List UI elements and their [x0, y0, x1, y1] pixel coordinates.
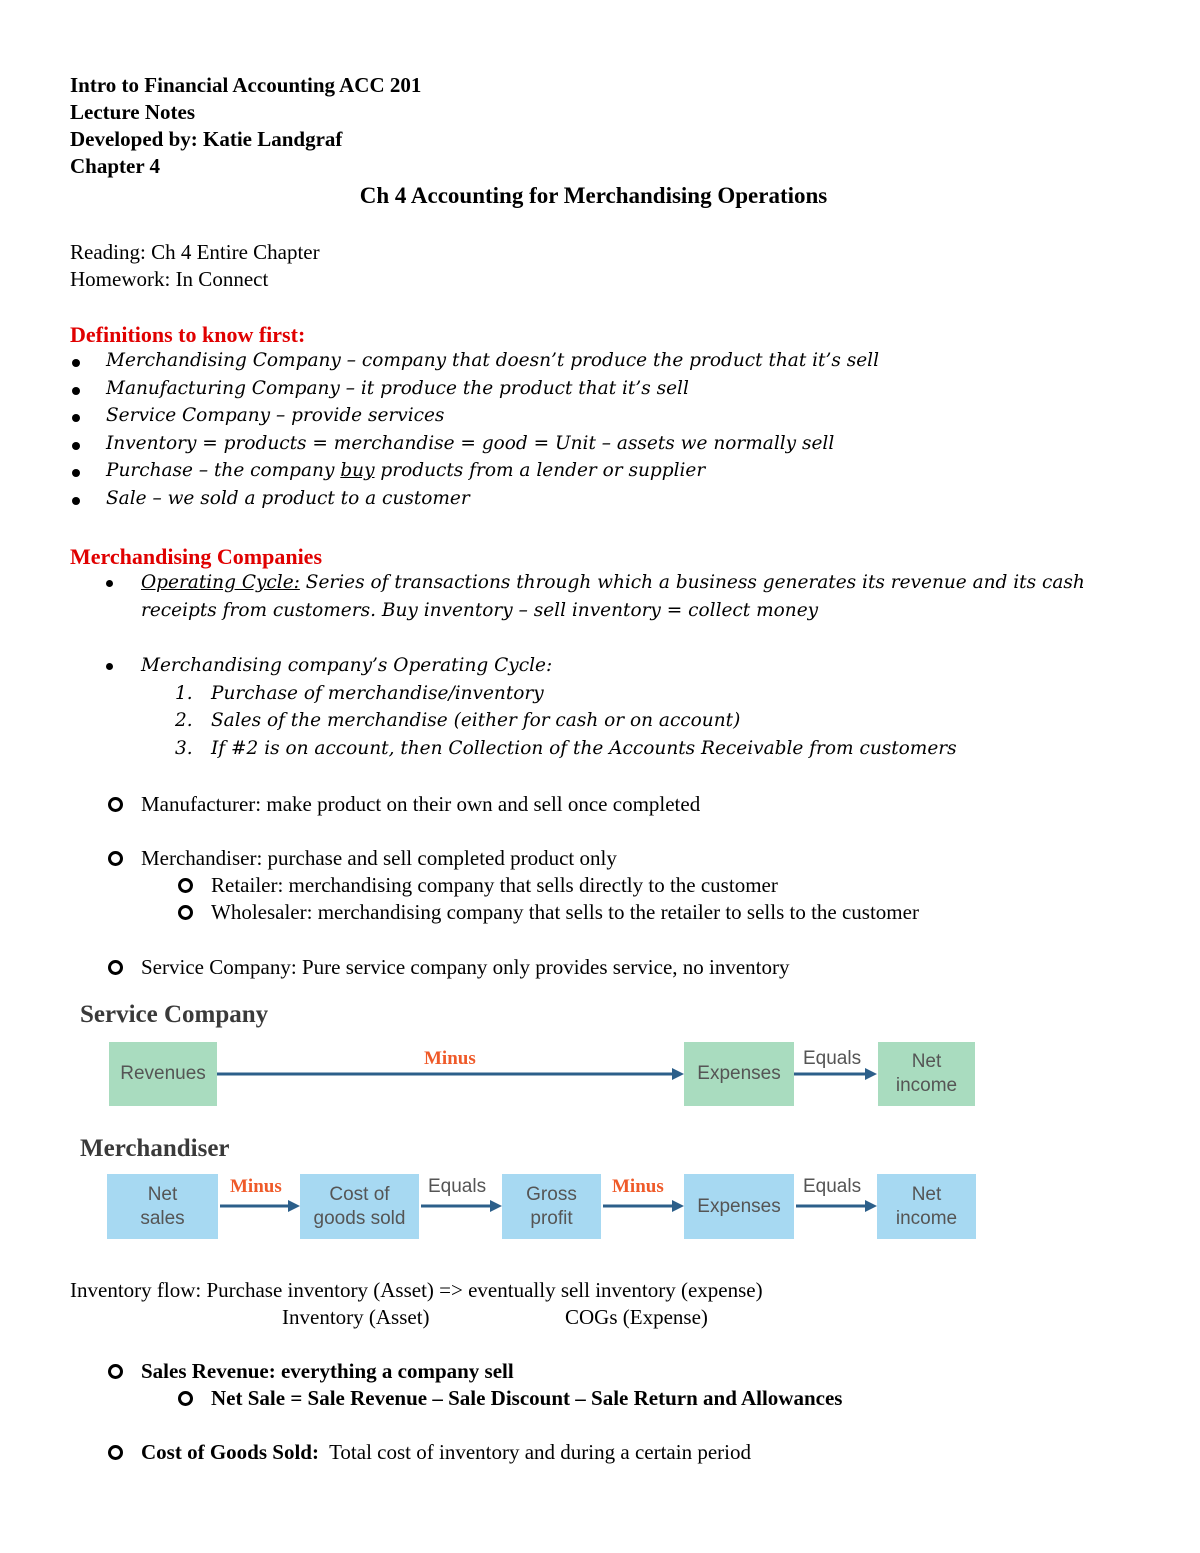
- circle-bullet-icon: [108, 797, 123, 812]
- bullet-icon: [72, 442, 80, 450]
- definition-item: [106, 460, 705, 481]
- retailer-line: Retailer: merchandising company that sells directly to the customer: [211, 873, 778, 897]
- course-title: Intro to Financial Accounting ACC 201: [70, 73, 422, 97]
- arrow-head-icon: [672, 1200, 684, 1212]
- net-sales-box: [107, 1174, 218, 1239]
- bullet-icon: [106, 663, 113, 670]
- definition-item: Merchandising Company – company that doesn’t produce the product that it’s sell: [106, 350, 880, 371]
- page-title: Ch 4 Accounting for Merchandising Operations: [359, 183, 828, 208]
- gross-profit-label-1: Gross: [526, 1183, 577, 1205]
- arrow-head-icon: [288, 1200, 300, 1212]
- definition-item: Sale – we sold a product to a customer: [106, 488, 470, 509]
- revenues-box: [109, 1042, 217, 1106]
- bullet-icon: [106, 580, 113, 587]
- gross-profit-label-2: profit: [530, 1207, 573, 1229]
- operating-cycle-text: Series of transactions through which a business generates its revenue and its cash: [299, 572, 1085, 593]
- equals-label: Equals: [428, 1176, 487, 1197]
- definition-item: Service Company – provide services: [106, 405, 445, 426]
- net-income-label-2: income: [895, 1075, 958, 1096]
- net-income-label-2: income: [895, 1207, 958, 1229]
- service-flow-title: Service Company: [80, 1001, 269, 1028]
- inventory-flow-line: Inventory flow: Purchase inventory (Asset) => eventually sell inventory (expense): [70, 1278, 763, 1302]
- merchandiser-line: Merchandiser: purchase and sell completed product only: [141, 846, 617, 870]
- inventory-asset-label: Inventory (Asset): [282, 1305, 430, 1329]
- arrow-head-icon: [865, 1068, 877, 1080]
- service-flow-arrows: [217, 1064, 885, 1084]
- step-number: 3.: [175, 738, 193, 759]
- revenues-label: Revenues: [120, 1063, 206, 1084]
- wholesaler-line: Wholesaler: merchandising company that sells to the retailer to sells to the customer: [211, 900, 919, 924]
- definition-buy-underlined: buy: [340, 460, 375, 481]
- minus-label: Minus: [424, 1048, 476, 1069]
- expenses-label: Expenses: [697, 1195, 781, 1217]
- definitions-heading: Definitions to know first:: [70, 322, 306, 347]
- step-number: 2.: [175, 710, 193, 731]
- cogs-label-2: goods sold: [313, 1207, 406, 1229]
- bullet-icon: [72, 414, 80, 422]
- net-sales-label-2: sales: [140, 1207, 185, 1229]
- bullet-icon: [72, 359, 80, 367]
- minus-label: Minus: [612, 1176, 664, 1197]
- net-income-label-1: Net: [911, 1051, 942, 1072]
- net-income-label-1: Net: [911, 1183, 942, 1205]
- step-text: Sales of the merchandise (either for cash or on account): [211, 710, 741, 731]
- arrow-head-icon: [865, 1200, 877, 1212]
- arrow-head-icon: [490, 1200, 502, 1212]
- circle-bullet-icon: [178, 878, 193, 893]
- circle-bullet-icon: [108, 960, 123, 975]
- operating-cycle-line: [141, 572, 1085, 593]
- homework-line: Homework: In Connect: [70, 267, 269, 291]
- definition-item: Inventory = products = merchandise = good = Unit – assets we normally sell: [106, 433, 835, 454]
- arrow-head-icon: [672, 1068, 684, 1080]
- circle-bullet-icon: [108, 1445, 123, 1460]
- minus-label: Minus: [230, 1176, 282, 1197]
- definition-purchase-suffix: products from a lender or supplier: [374, 460, 706, 481]
- net-income-box: [877, 1174, 976, 1239]
- net-income-box: [878, 1042, 975, 1106]
- bullet-icon: [72, 469, 80, 477]
- cogs-label-1: Cost of: [329, 1183, 390, 1205]
- step-text: If #2 is on account, then Collection of the Accounts Receivable from customers: [211, 738, 957, 759]
- operating-cycle-label: Operating Cycle:: [141, 572, 300, 593]
- chapter-label: Chapter 4: [70, 154, 161, 178]
- equals-label: Equals: [803, 1048, 862, 1069]
- merch-cycle-label: Merchandising company’s Operating Cycle:: [141, 655, 553, 676]
- circle-bullet-icon: [178, 1391, 193, 1406]
- expenses-label: Expenses: [697, 1063, 781, 1084]
- bullet-icon: [72, 387, 80, 395]
- step-text: Purchase of merchandise/inventory: [211, 683, 544, 704]
- service-company-line: Service Company: Pure service company only provides service, no inventory: [141, 955, 790, 979]
- definition-item: Manufacturing Company – it produce the product that it’s sell: [106, 378, 689, 399]
- merchandising-heading: Merchandising Companies: [70, 544, 323, 569]
- cogs-text: Total cost of inventory and during a certain period: [318, 1440, 751, 1464]
- circle-bullet-icon: [108, 851, 123, 866]
- net-sale-formula: Net Sale = Sale Revenue – Sale Discount – Sale Return and Allowances: [211, 1386, 843, 1410]
- bullet-icon: [72, 497, 80, 505]
- circle-bullet-icon: [108, 1364, 123, 1379]
- cogs-label: Cost of Goods Sold:: [141, 1440, 319, 1464]
- net-sales-label-1: Net: [147, 1183, 178, 1205]
- equals-label: Equals: [803, 1176, 862, 1197]
- step-number: 1.: [175, 683, 193, 704]
- reading-line: Reading: Ch 4 Entire Chapter: [70, 240, 320, 264]
- circle-bullet-icon: [178, 905, 193, 920]
- operating-cycle-line-2: receipts from customers. Buy inventory – sell inventory = collect money: [141, 600, 819, 621]
- definition-purchase-prefix: Purchase – the company: [106, 460, 341, 481]
- cogs-line: [141, 1440, 751, 1465]
- merch-flow-title: Merchandiser: [80, 1135, 230, 1162]
- manufacturer-line: Manufacturer: make product on their own and sell once completed: [141, 792, 701, 816]
- sales-revenue-line: Sales Revenue: everything a company sell: [141, 1359, 514, 1383]
- merch-flow-arrows: [218, 1196, 888, 1216]
- cogs-expense-label: COGs (Expense): [565, 1305, 708, 1329]
- lecture-notes-label: Lecture Notes: [70, 100, 195, 124]
- developed-by: Developed by: Katie Landgraf: [70, 127, 343, 151]
